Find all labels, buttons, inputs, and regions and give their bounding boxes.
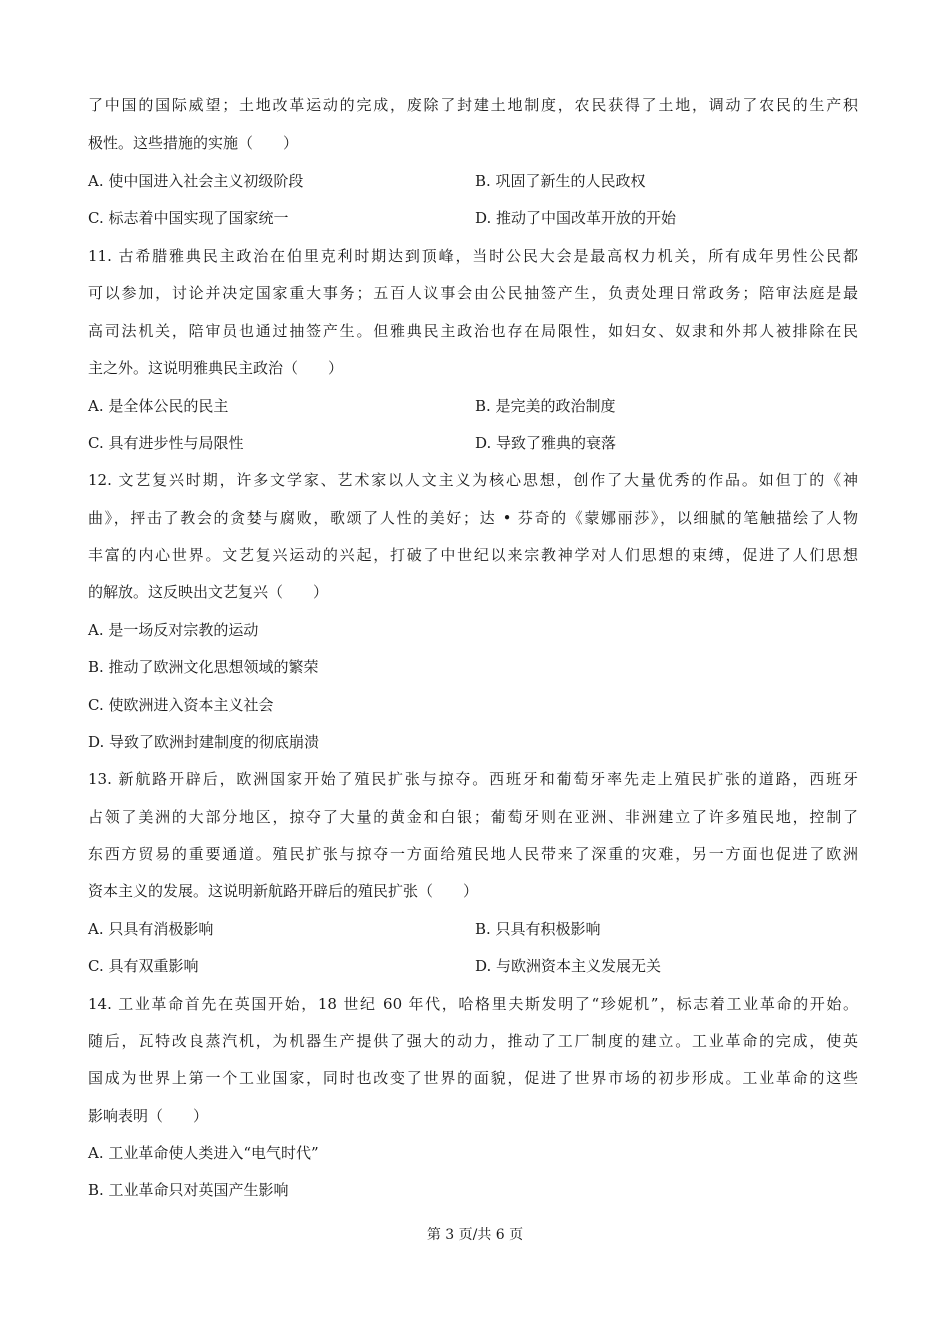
q12-option-a[interactable]: A. 是一场反对宗教的运动 <box>88 621 259 639</box>
q12-stem-line-3: 丰富的内心世界。文艺复兴运动的兴起，打破了中世纪以来宗教神学对人们思想的束缚，促进了人们思想 <box>88 546 858 564</box>
q10-option-d[interactable]: D. 推动了中国改革开放的开始 <box>475 209 677 227</box>
page-number-footer: 第 3 页/共 6 页 <box>426 1227 524 1243</box>
q10-option-b[interactable]: B. 巩固了新生的人民政权 <box>475 172 646 190</box>
q12-option-d[interactable]: D. 导致了欧洲封建制度的彻底崩溃 <box>88 733 320 751</box>
q14-stem-line-3: 国成为世界上第一个工业国家，同时也改变了世界的面貌，促进了世界市场的初步形成。工业革命的这些 <box>88 1069 858 1087</box>
q13-stem-line-4: 资本主义的发展。这说明新航路开辟后的殖民扩张（ ） <box>88 882 479 900</box>
q11-option-b[interactable]: B. 是完美的政治制度 <box>475 397 616 415</box>
q13-stem-line-1: 13. 新航路开辟后，欧洲国家开始了殖民扩张与掠夺。西班牙和葡萄牙率先走上殖民扩张的道路，西班牙 <box>88 770 858 788</box>
q13-option-a[interactable]: A. 只具有消极影响 <box>88 920 214 938</box>
q13-stem-line-2: 占领了美洲的大部分地区，掠夺了大量的黄金和白银；葡萄牙则在亚洲、非洲建立了许多殖民地，控制了 <box>88 808 858 826</box>
q13-option-c[interactable]: C. 具有双重影响 <box>88 957 199 975</box>
q10-option-c[interactable]: C. 标志着中国实现了国家统一 <box>88 209 289 227</box>
q11-stem-line-1: 11. 古希腊雅典民主政治在伯里克利时期达到顶峰，当时公民大会是最高权力机关，所有成年男性公民都 <box>88 247 858 265</box>
q13-option-b[interactable]: B. 只具有积极影响 <box>475 920 601 938</box>
q14-option-a[interactable]: A. 工业革命使人类进入“电气时代” <box>88 1144 319 1162</box>
q11-stem-line-4: 主之外。这说明雅典民主政治（ ） <box>88 359 344 377</box>
q14-stem-line-1: 14. 工业革命首先在英国开始，18 世纪 60 年代，哈格里夫斯发明了“珍妮机”，标志着工业革命的开始。 <box>88 995 858 1013</box>
q13-option-d[interactable]: D. 与欧洲资本主义发展无关 <box>475 957 662 975</box>
q11-stem-line-2: 可以参加，讨论并决定国家重大事务；五百人议事会由公民抽签产生，负责处理日常政务；陪审法庭是最 <box>88 284 858 302</box>
q10-option-a[interactable]: A. 使中国进入社会主义初级阶段 <box>88 172 304 190</box>
q14-stem-line-2: 随后，瓦特改良蒸汽机，为机器生产提供了强大的动力，推动了工厂制度的建立。工业革命的完成，使英 <box>88 1032 858 1050</box>
q11-option-a[interactable]: A. 是全体公民的民主 <box>88 397 229 415</box>
q10-stem-line-1: 了中国的国际威望；土地改革运动的完成，废除了封建土地制度，农民获得了土地，调动了农民的生产积 <box>88 96 858 114</box>
q11-stem-line-3: 高司法机关，陪审员也通过抽签产生。但雅典民主政治也存在局限性，如妇女、奴隶和外邦人被排除在民 <box>88 322 858 340</box>
q12-stem-line-1: 12. 文艺复兴时期，许多文学家、艺术家以人文主义为核心思想，创作了大量优秀的作品。如但丁的《神 <box>88 471 858 489</box>
q14-stem-line-4: 影响表明（ ） <box>88 1107 209 1125</box>
q12-stem-line-4: 的解放。这反映出文艺复兴（ ） <box>88 583 329 601</box>
q10-stem-line-2: 极性。这些措施的实施（ ） <box>88 134 299 152</box>
q12-option-c[interactable]: C. 使欧洲进入资本主义社会 <box>88 696 274 714</box>
q11-option-d[interactable]: D. 导致了雅典的衰落 <box>475 434 617 452</box>
q12-stem-line-2: 曲》，抨击了教会的贪婪与腐败，歌颂了人性的美好；达 • 芬奇的《蒙娜丽莎》，以细腻的笔触描绘了人物 <box>88 509 858 527</box>
q12-option-b[interactable]: B. 推动了欧洲文化思想领域的繁荣 <box>88 658 319 676</box>
q13-stem-line-3: 东西方贸易的重要通道。殖民扩张与掠夺一方面给殖民地人民带来了深重的灾难，另一方面也促进了欧洲 <box>88 845 858 863</box>
q11-option-c[interactable]: C. 具有进步性与局限性 <box>88 434 244 452</box>
q14-option-b[interactable]: B. 工业革命只对英国产生影响 <box>88 1181 289 1199</box>
